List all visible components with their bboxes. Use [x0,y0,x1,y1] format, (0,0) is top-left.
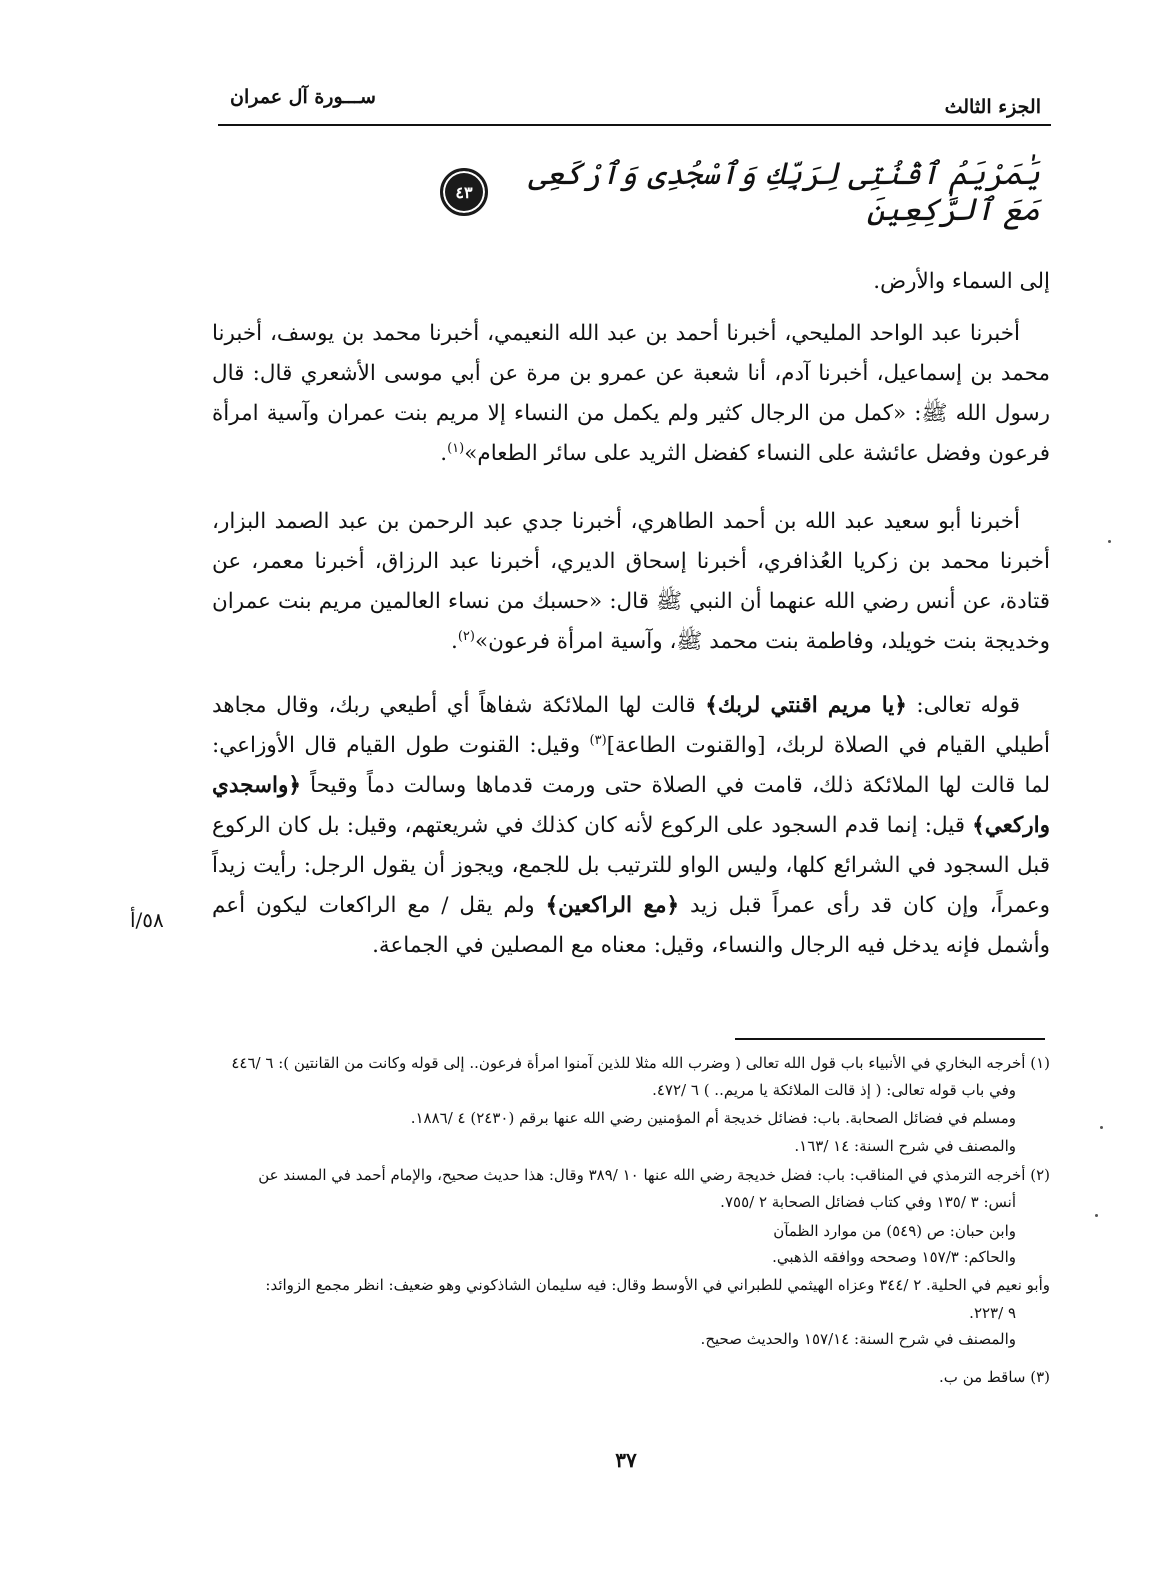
scan-speck [1100,1126,1103,1129]
quran-quote: ﴿مع الراكعين﴾ [545,893,680,918]
paragraph-text: قوله تعالى: [906,693,1020,718]
paragraph-continuation [212,262,1050,302]
paragraph-tafsir [212,686,1050,966]
footnote-2-line: وأبو نعيم في الحلية. ٢ /٣٤٤ وعزاه الهيثمي للطبراني في الأوسط وقال: فيه سليمان الشاذكوني وهو ضعيف: انظر مجمع الزوائد: [265,1276,1050,1294]
manuscript-folio-note: ٥٨/أ [130,908,164,932]
quran-verse [440,156,1040,228]
verse-text: يَٰمَرْيَمُ ٱقْنُتِى لِرَبِّكِ وَٱسْجُدِى وَٱرْكَعِى مَعَ ٱلرَّٰكِعِينَ [528,156,1040,228]
paragraph-text: قيل: إنما قدم السجود على الركوع لأنه كان كذلك في شريعتهم، وقيل: بل كان الركوع قبل السجود في الشرائع كلها، وليس الواو للترتيب بل للجمع، ويجوز أن يقول الرجل: رأيت زيداً وعمراً، وإن كان قد رأى عمراً قبل زيد [212,813,1050,918]
scan-speck [1095,1214,1098,1217]
paragraph-end: . [450,629,458,654]
surah-title: ســـورة آل عمران [230,86,376,108]
paragraph-text: أخبرنا عبد الواحد المليحي، أخبرنا أحمد بن عبد الله النعيمي، أخبرنا محمد بن يوسف، أخبرنا محمد بن إسماعيل، أخبرنا آدم، أنا شعبة عن عمرو بن مرة عن أبي موسى الأشعري قال: قال رسول الله ﷺ: «كمل من الرجال كثير ولم يكمل من النساء إلا مريم بنت عمران وآسية امرأة فرعون وفضل عائشة على النساء كفضل الثريد على سائر الطعام» [212,321,1050,466]
footnote-2: (٢) أخرجه الترمذي في المناقب: باب: فضل خديجة رضي الله عنها ١٠ /٣٨٩ وقال: هذا حديث صحيح، والإمام أحمد في المسند عن [258,1166,1050,1184]
footnote-1: (١) أخرجه البخاري في الأنبياء باب قول الله تعالى ( وضرب الله مثلا للذين آمنوا امرأة فرعون.. إلى قوله وكانت من القانتين ): ٦ /٤٤٦ [231,1054,1050,1072]
footnote-2-line: والمصنف في شرح السنة: ١٥٧/١٤ والحديث صحيح. [700,1330,1016,1348]
footnote-2-line: والحاكم: ١٥٧/٣ وصححه ووافقه الذهبي. [772,1248,1016,1266]
footnote-ref-2[interactable]: (٢) [457,628,475,644]
paragraph-hadith-2 [212,502,1050,662]
paragraph-text: قالت لها الملائكة شفاهاً أي أطيعي ربك، وقال مجاهد أطيلي القيام في الصلاة لربك، [والقنوت الطاعة] [212,693,1050,758]
footnote-1-line: ومسلم في فضائل الصحابة. باب: فضائل خديجة أم المؤمنين رضي الله عنها برقم (٢٤٣٠) ٤ /١٨٨٦. [410,1109,1016,1127]
paragraph-end: . [440,441,448,466]
quran-quote: ﴿يا مريم اقنتي لربك﴾ [705,693,907,718]
paragraph-text: وقيل: القنوت طول القيام قال الأوزاعي: لما قالت لها الملائكة ذلك، قامت في الصلاة حتى ورمت قدماها وسالت دماً وقيحاً [212,733,1050,798]
footnote-ref-3[interactable]: (٣) [589,732,607,748]
footnote-1-line: والمصنف في شرح السنة: ١٤ /١٦٣. [794,1137,1016,1155]
footnote-3: (٣) ساقط من ب. [939,1368,1050,1386]
quran-quote: ﴿واسجدي واركعي﴾ [212,773,1050,838]
part-title: الجزء الثالث [944,96,1041,118]
footnote-1-line: وفي باب قوله تعالى: ( إذ قالت الملائكة يا مريم.. ) ٦ /٤٧٢. [652,1081,1016,1099]
verse-number-medallion: ٤٣ [440,168,488,216]
paragraph-text: ولم يقل / مع الراكعات ليكون أعم وأشمل فإنه يدخل فيه الرجال والنساء، وقيل: معناه مع المصلين في الجماعة. [212,893,1050,958]
header-rule [218,124,1051,126]
footnote-2-line: وابن حبان: ص (٥٤٩) من موارد الظمآن [773,1222,1016,1240]
page-number: ٣٧ [615,1448,637,1472]
footnote-ref-1[interactable]: (١) [447,440,465,456]
footnote-separator [735,1038,1045,1040]
footnote-2-line: ٩ /٢٢٣. [969,1304,1016,1322]
footnote-2-line: أنس: ٣ /١٣٥ وفي كتاب فضائل الصحابة ٢ /٧٥٥. [720,1193,1016,1211]
running-head [218,82,1051,126]
paragraph-hadith-1 [212,314,1050,474]
paragraph-text: أخبرنا أبو سعيد عبد الله بن أحمد الطاهري، أخبرنا جدي عبد الرحمن بن عبد الصمد البزار، أخبرنا محمد بن زكريا العُذافري، أخبرنا إسحاق الديري، أخبرنا عبد الرزاق، أخبرنا معمر، عن قتادة، عن أنس رضي الله عنهما أن النبي ﷺ قال: «حسبك من نساء العالمين مريم بنت عمران وخديجة بنت خويلد، وفاطمة بنت محمد ﷺ، وآسية امرأة فرعون» [212,509,1050,654]
paragraph-text: إلى السماء والأرض. [873,269,1050,294]
scan-speck [1108,540,1111,543]
